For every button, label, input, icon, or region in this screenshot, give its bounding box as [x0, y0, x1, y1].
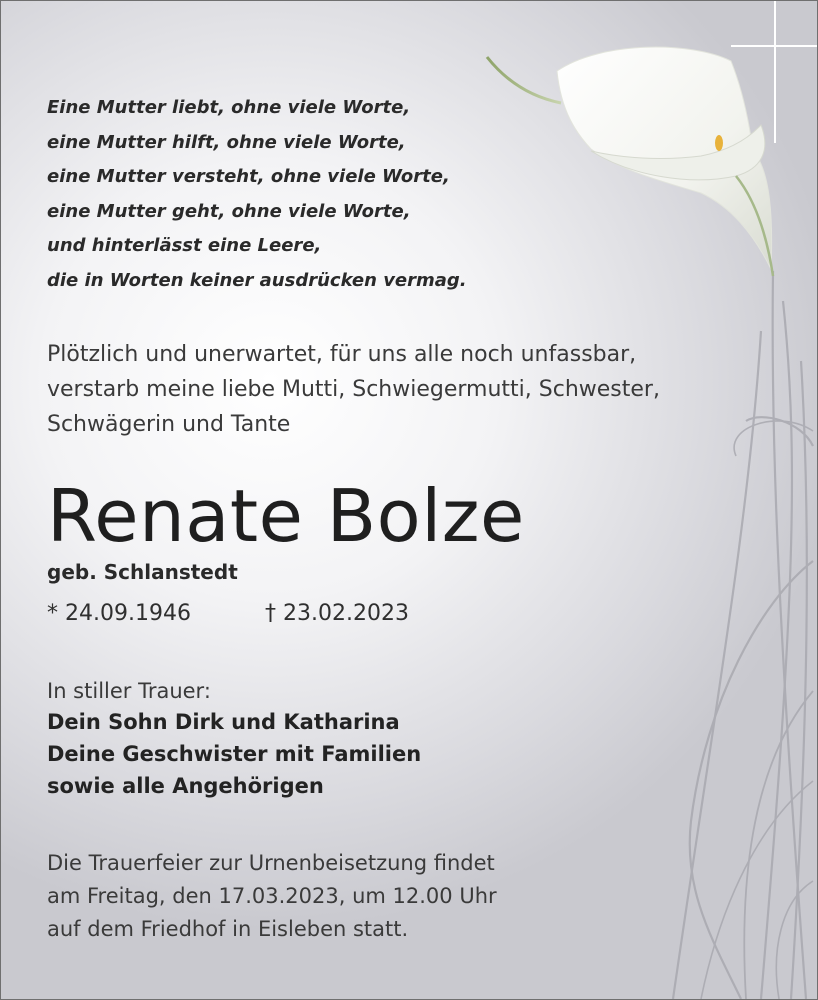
poem-line: und hinterlässt eine Leere,	[47, 235, 322, 256]
poem-line: eine Mutter versteht, ohne viele Worte,	[47, 166, 450, 187]
mourner-line: Deine Geschwister mit Familien	[47, 742, 422, 766]
poem-verse	[47, 91, 467, 298]
poem-line: eine Mutter geht, ohne viele Worte,	[47, 200, 411, 222]
ceremony-line: am Freitag, den 17.03.2023, um 12.00 Uhr	[47, 884, 497, 908]
intro-text	[47, 337, 660, 442]
birth-date: * 24.09.1946	[47, 601, 191, 626]
intro-line: Schwägerin und Tante	[47, 412, 291, 437]
poem-line: Eine Mutter liebt, ohne viele Worte,	[47, 97, 411, 118]
poem-line: eine Mutter hilft, ohne viele Worte,	[47, 131, 406, 153]
life-dates	[47, 598, 409, 630]
deceased-name: Renate Bolze	[47, 474, 525, 558]
mourner-line: Dein Sohn Dirk und Katharina	[47, 710, 400, 734]
death-date: † 23.02.2023	[265, 601, 409, 626]
intro-line: verstarb meine liebe Mutti, Schwiegermutti, Schwester,	[47, 377, 660, 402]
intro-line: Plötzlich und unerwartet, für uns alle noch unfassbar,	[47, 342, 637, 367]
ceremony-line: Die Trauerfeier zur Urnenbeisetzung findet	[47, 851, 495, 875]
ceremony-info	[47, 847, 497, 946]
poem-line: die in Worten keiner ausdrücken vermag.	[47, 269, 467, 291]
grass-swirl-lines	[673, 271, 813, 999]
mourners-list	[47, 706, 421, 802]
mourner-line: sowie alle Angehörigen	[47, 774, 324, 798]
calla-lily-icon	[487, 47, 773, 276]
mourning-label: In stiller Trauer:	[47, 679, 211, 703]
ceremony-line: auf dem Friedhof in Eisleben statt.	[47, 917, 409, 941]
maiden-name: geb. Schlanstedt	[47, 560, 238, 584]
